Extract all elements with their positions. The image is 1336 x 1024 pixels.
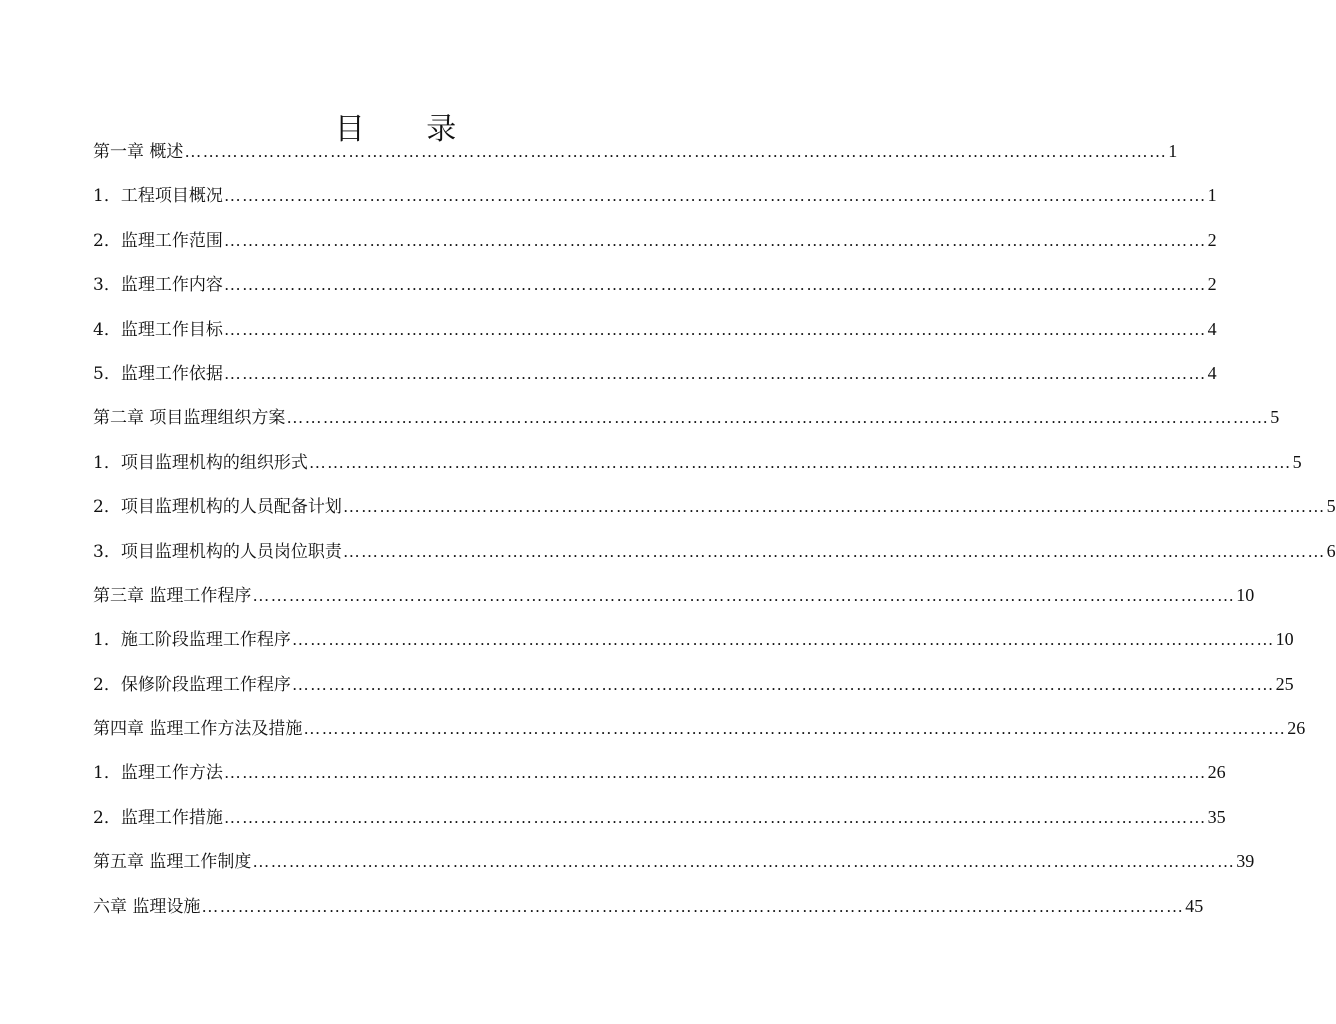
toc-entry-1-3[interactable] [93,269,1217,313]
toc-entry-page: 6 [1326,540,1336,561]
toc-leader-dots: ……………………………………………………………………………………………………………………………………………… [308,452,1292,472]
toc-entry-label: 2．监理工作措施 [93,807,223,828]
toc-entry-page: 25 [1275,673,1294,694]
toc-leader-dots: ……………………………………………………………………………………………………………………………………………… [201,896,1185,916]
toc-title: 目 录 [334,112,483,148]
toc-entry-label: 4．监理工作目标 [93,319,223,340]
toc-entry-1-1[interactable] [93,180,1217,224]
toc-entry-page: 4 [1207,318,1217,339]
toc-entry-page: 5 [1270,407,1280,428]
toc-entry-chapter-6[interactable] [93,891,1204,935]
toc-entry-label: 3．项目监理机构的人员岗位职责 [93,541,342,562]
toc-entry-chapter-5[interactable] [93,846,1255,890]
toc-entry-page: 10 [1275,629,1294,650]
toc-leader-dots: ……………………………………………………………………………………………………………………………………………… [223,319,1207,339]
toc-entry-chapter-4[interactable] [93,713,1306,757]
toc-entry-page: 1 [1168,141,1178,161]
toc-leader-dots: ……………………………………………………………………………………………………………………………………………… [223,763,1207,783]
toc-entry-label: 2．监理工作范围 [93,230,223,251]
toc-entry-page: 1 [1207,185,1217,206]
toc-leader-dots: ……………………………………………………………………………………………………………………………………………… [291,674,1275,694]
toc-entry-label: 3．监理工作内容 [93,275,223,296]
toc-entry-label: 1．监理工作方法 [93,763,223,784]
toc-entry-label: 5．监理工作依据 [93,363,223,384]
toc-leader-dots: ……………………………………………………………………………………………………………………………………………… [223,186,1207,206]
toc-leader-dots: ……………………………………………………………………………………………………………………………………………… [342,541,1326,561]
toc-leader-dots: ……………………………………………………………………………………………………………………………………………… [342,497,1326,517]
toc-entry-chapter-3[interactable] [93,580,1255,624]
toc-entry-1-5[interactable] [93,358,1217,402]
toc-entry-label: 第一章 概述 [93,142,184,162]
toc-leader-dots: ……………………………………………………………………………………………………………………………………………… [223,807,1207,827]
toc-entry-label: 1．施工阶段监理工作程序 [93,630,291,651]
table-of-contents [93,136,1336,935]
toc-leader-dots: ……………………………………………………………………………………………………………………………………………… [303,719,1287,739]
toc-entry-1-2[interactable] [93,225,1217,269]
toc-entry-label: 2．保修阶段监理工作程序 [93,674,291,695]
toc-entry-chapter-1[interactable] [93,136,1178,180]
toc-leader-dots: ……………………………………………………………………………………………………………………………………………… [184,142,1168,161]
toc-entry-label: 1．工程项目概况 [93,186,223,207]
toc-entry-page: 5 [1326,496,1336,517]
toc-entry-1-4[interactable] [93,314,1217,358]
toc-entry-page: 10 [1236,584,1255,605]
toc-entry-label: 第三章 监理工作程序 [93,585,252,606]
toc-entry-2-1[interactable] [93,447,1302,491]
toc-entry-page: 2 [1207,274,1217,295]
toc-leader-dots: ……………………………………………………………………………………………………………………………………………… [291,630,1275,650]
toc-entry-page: 5 [1292,451,1302,472]
toc-entry-3-1[interactable] [93,624,1294,668]
toc-entry-label: 2．项目监理机构的人员配备计划 [93,497,342,518]
toc-entry-4-2[interactable] [93,802,1226,846]
toc-entry-page: 45 [1185,895,1204,916]
toc-entry-page: 39 [1236,851,1255,872]
toc-leader-dots: ……………………………………………………………………………………………………………………………………………… [286,408,1270,428]
toc-entry-label: 第二章 项目监理组织方案 [93,408,286,429]
toc-entry-label: 六章 监理设施 [93,896,201,917]
toc-entry-3-2[interactable] [93,669,1294,713]
toc-leader-dots: ……………………………………………………………………………………………………………………………………………… [223,275,1207,295]
toc-entry-2-2[interactable] [93,491,1336,535]
toc-entry-label: 第五章 监理工作制度 [93,852,252,873]
toc-entry-page: 26 [1207,762,1226,783]
toc-entry-page: 2 [1207,229,1217,250]
toc-entry-page: 35 [1207,806,1226,827]
toc-entry-chapter-2[interactable] [93,402,1280,446]
toc-entry-2-3[interactable] [93,536,1336,580]
toc-leader-dots: ……………………………………………………………………………………………………………………………………………… [223,363,1207,383]
toc-leader-dots: ……………………………………………………………………………………………………………………………………………… [223,230,1207,250]
toc-entry-label: 第四章 监理工作方法及措施 [93,719,303,740]
toc-entry-label: 1．项目监理机构的组织形式 [93,452,308,473]
toc-leader-dots: ……………………………………………………………………………………………………………………………………………… [252,585,1236,605]
toc-entry-page: 4 [1207,362,1217,383]
toc-entry-4-1[interactable] [93,757,1226,801]
toc-leader-dots: ……………………………………………………………………………………………………………………………………………… [252,852,1236,872]
toc-entry-page: 26 [1287,718,1306,739]
